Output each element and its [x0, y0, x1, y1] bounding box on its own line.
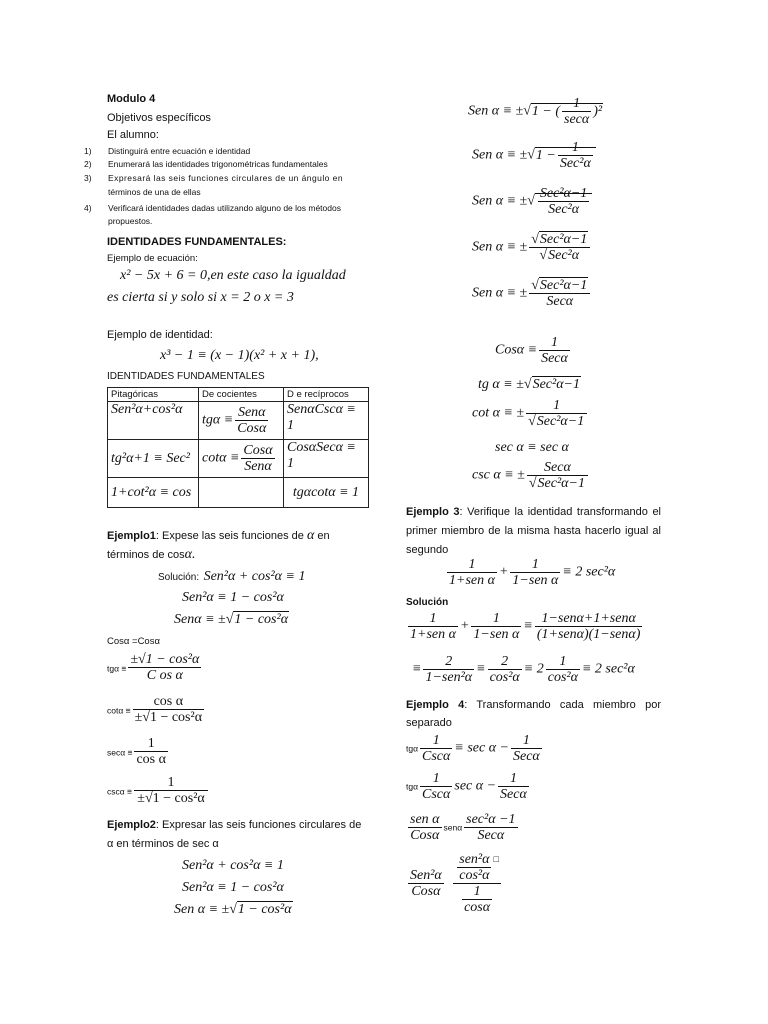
table-title: IDENTIDADES FUNDAMENTALES [107, 371, 265, 382]
objectives-list [84, 146, 343, 229]
tg-expression: tgα ≡ $\frac{\text{±√1 − cos²α}}{\text{C os α}}$ [107, 652, 200, 683]
table-header: D e recíprocos [284, 388, 369, 402]
empty-cell [199, 478, 284, 508]
example2-line-3: Sen α ≡ ±√1 − cos²α [174, 902, 292, 917]
cot-in-sec: cot α ≡ ± 1 √Sec²α−1 [472, 398, 589, 429]
objective-item: propuestos. [108, 216, 153, 226]
module-title: Modulo 4 [107, 93, 156, 105]
placeholder-box-icon: □ [493, 854, 499, 864]
example4-line-4: Sen²α Cosα sen²α cos²α □ $\frac{1}{\cos\alpha}$ [410, 852, 499, 915]
objective-item: 1) Distinguirá entre ecuación e identidad [84, 146, 251, 156]
table-row [108, 440, 369, 478]
table-row [108, 402, 369, 440]
equation-line-2: es cierta si y solo si x = 2 o x = 3 [107, 290, 294, 305]
sen-in-sec-step-5: Sen α ≡ ± √Sec²α−1 Secα [472, 278, 592, 309]
example1-line-1: Solución: Sen²α + cos²α ≡ 1 [158, 569, 306, 584]
objective-item: 4) Verificará identidades dadas utilizando alguno de los métodos [84, 203, 341, 213]
example2-statement-2: α en términos de sec α [107, 838, 219, 850]
objective-item: 3) Expresará las seis funciones circulares de un ángulo en [84, 173, 344, 183]
student-label: El alumno: [107, 129, 159, 141]
example4-line-1: tgα 1 Cscα ≡ sec α − 1 Secα [406, 733, 540, 764]
cos-line: Cosα =Cosα [107, 636, 160, 647]
example1-line-2: Sen²α ≡ 1 − cos²α [182, 590, 284, 605]
solution-label: Solución [406, 597, 449, 608]
sen-in-sec-step-4: Sen α ≡ ± √Sec²α−1 √Sec²α [472, 232, 592, 263]
example1-statement-2: términos de cosα. [107, 547, 196, 562]
sec-expression: secα ≡ $\frac{1}{\text{cos α}}$ [107, 736, 166, 767]
tg-in-sec: tg α ≡ ±√Sec²α−1 [478, 377, 580, 392]
objectives-title: Objetivos específicos [107, 112, 211, 124]
example3-identity: 1 1+sen α + 1 1−sen α ≡ 2 sec²α [449, 557, 616, 588]
equation-line-1: x² − 5x + 6 = 0,en este caso la igualdad [120, 268, 346, 283]
objective-item: términos de una de ellas [108, 187, 201, 197]
sen-in-sec-step-2: Sen α ≡ ±√1 − 1 Sec²α [472, 140, 596, 171]
reciprocal-identity: CosαSecα ≡ 1 [284, 440, 369, 478]
table-row [108, 478, 369, 508]
example4-line-2: tgα 1 Cscα sec α − 1 Secα [406, 771, 527, 802]
sen-in-sec-step-1: Sen α ≡ ±√1 − ( 1 secα )² [468, 96, 603, 127]
example2-line-2: Sen²α ≡ 1 − cos²α [182, 880, 284, 895]
pythagorean-identity: tg²α+1 ≡ Sec² [108, 440, 199, 478]
sen-in-sec-step-3: Sen α ≡ ±√ Sec²α−1 Sec²α [472, 186, 592, 217]
table-header: Pitagóricas [108, 388, 199, 402]
example1-line-3: Senα ≡ ±√1 − cos²α [174, 612, 289, 627]
example4-statement: Ejemplo 4: Transformando cada miembro por separado [406, 699, 661, 729]
example2-line-1: Sen²α + cos²α ≡ 1 [182, 858, 284, 873]
equation-example-label: Ejemplo de ecuación: [107, 253, 198, 264]
sec-in-sec: sec α ≡ sec α [495, 440, 569, 455]
example4-line-3: sen α Cosα senα sec²α −1 Secα [410, 812, 516, 843]
example2-statement: Ejemplo2: Expresar las seis funciones circulares de [107, 819, 362, 831]
solution-step-2: ≡ 2 1−sen²α ≡ $\frac{2}{\text{cos²α}}$ ≡ 2 $\frac{1}{\text{cos²α}}$ ≡ 2 sec²α [412, 654, 635, 685]
reciprocal-identity: SenαCscα ≡ 1 [284, 402, 369, 440]
reciprocal-identity: tgαcotα ≡ 1 [284, 478, 369, 508]
table-header-row [108, 388, 369, 402]
table-header: De cocientes [199, 388, 284, 402]
csc-in-sec: csc α ≡ ± Secα √Sec²α−1 [472, 460, 590, 491]
identity-example: x³ − 1 ≡ (x − 1)(x² + x + 1), [160, 348, 319, 363]
identities-heading: IDENTIDADES FUNDAMENTALES: [107, 236, 287, 248]
cot-expression: cotα ≡ $\frac{\text{cos α}}{\text{±√1 − cos²α}}$ [107, 694, 203, 725]
pythagorean-identity: 1+cot²α ≡ cos [108, 478, 199, 508]
pythagorean-identity: Sen²α+cos²α [108, 402, 199, 440]
example1-statement: Ejemplo1: Expese las seis funciones de α en [107, 528, 330, 543]
objective-item: 2) Enumerará las identidades trigonométricas fundamentales [84, 159, 328, 169]
solution-step-1: 1 1+sen α + 1 1−sen α ≡ 1−senα+1+senα (1+senα)(1−senα) [410, 611, 641, 642]
csc-expression: cscα ≡ $\frac{1}{\text{±√1 − cos²α}}$ [107, 775, 210, 806]
identity-example-label: Ejemplo de identidad: [107, 329, 213, 341]
identities-table [107, 387, 369, 508]
quotient-identity: cotα ≡ Cosα Senα [199, 440, 284, 478]
example3-statement: Ejemplo 3: Verifique la identidad transformando el primer miembro de la misma hasta hacerlo igual al segundo [406, 506, 661, 556]
quotient-identity: tgα ≡ Senα Cosα [199, 402, 284, 440]
cos-in-sec: Cosα ≡ 1 Secα [495, 335, 568, 366]
